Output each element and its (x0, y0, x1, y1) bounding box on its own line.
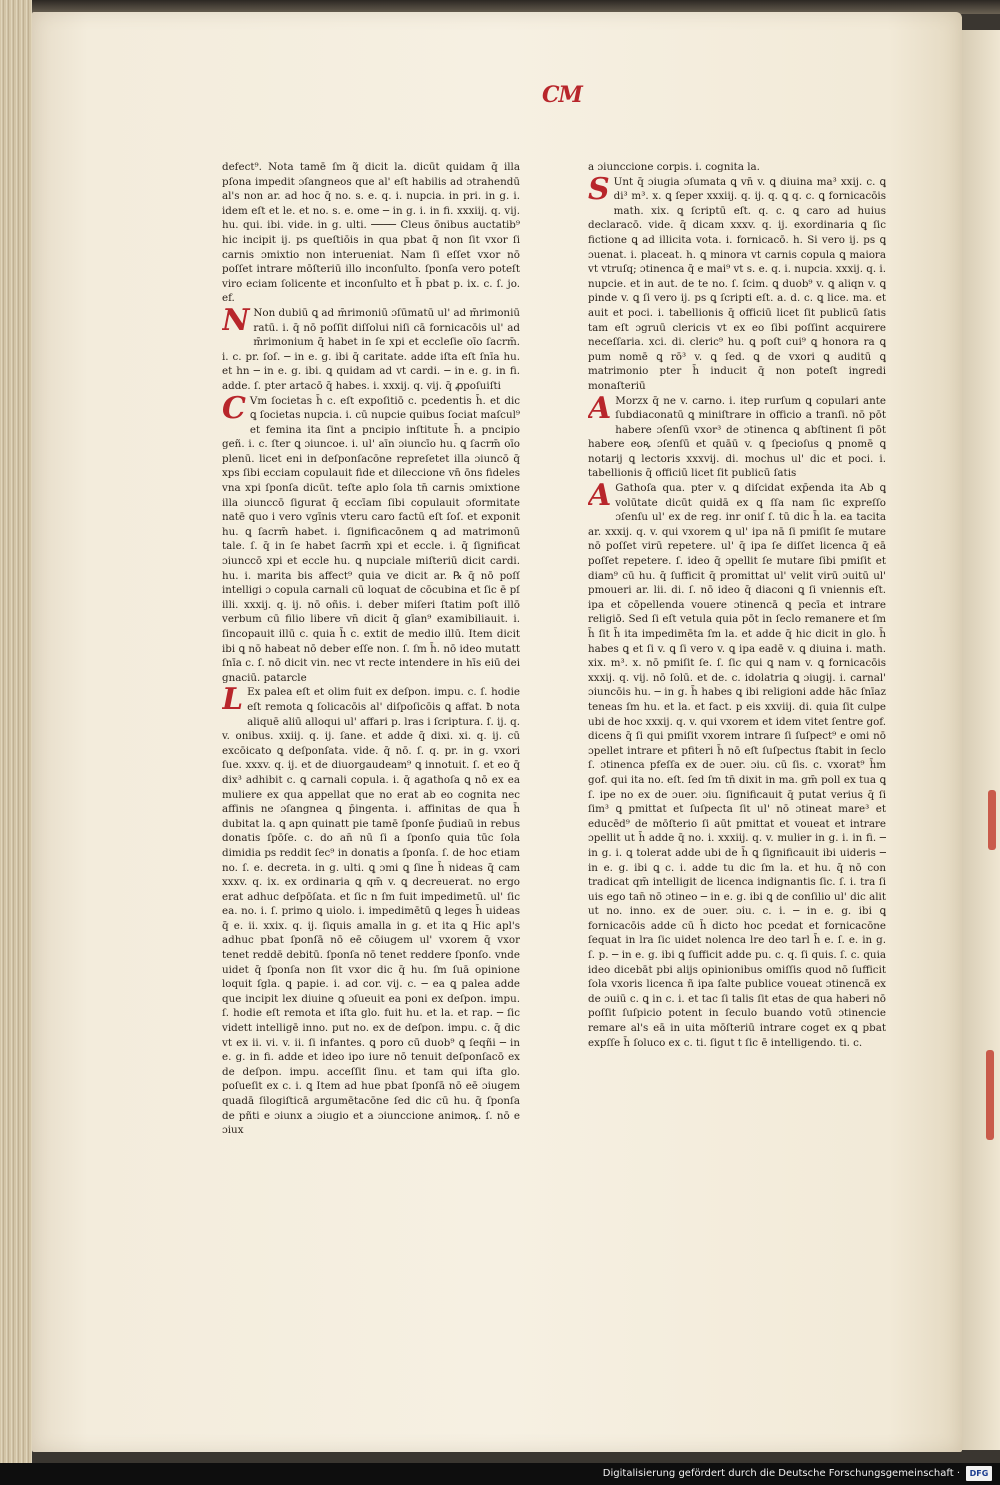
dfg-logo[interactable]: DFG (966, 1466, 992, 1481)
red-initial-a: A (588, 390, 612, 426)
right-text-column (588, 160, 886, 1190)
text-paragraph: C Vm ſocietas h̄ c. eſt expoſitiō c. pcedentis h̄. et dic ꝗ ſocietas nupcia. i. cū nupcie quibus ſociat maſcul⁹ et femina ita ſint a pncipio inſtitute h̄. a pncipio geñ. i. c. ſter ꝗ ɔiuncoe. i. ul' aīn ɔiuncīo hu. ꝗ ſacrm̄ oīo plenū. licet eni in deſponſacōne repreſetet illa ɔiuncō q̄ xps ſibi ecciam copulauit fide et dileccione vn̄ ōns fideles vna xpi ſponſa dicūt. teſte aplo ſola tn̄ carnis ɔmixtione illa ɔiunccō ſigurat q̄ eccīam ſibi copulauit ɔformitate natē quo i vero vgīnis vteru caro factū eſt ſoſ. et exponit hu. ꝗ ſacrm̄ habet. i. ſignificacōnem ꝗ ad matrimonū tale. ſ. q̄ in ſe habet ſacrm̄ xpi et eccle. i. q̄ ſignificat ɔiunccō xpi et eccle hu. ꝗ nupciale miſteriū dicit cardi. hu. i. marita bis affect⁹ quia ve dicit ar. ℞ q̄ nō poſſ intelligi ɔ copula carnali cū loquat de cōcubina et ſic ē pſ illi. xxxij. q. ij. nō oñis. i. deber miſeri ſtatim poſt illō verbum cū filio libere vn̄ dicit q̄ gīan⁹ examibiliauit. i. ſincopauit illū c. quia h̄ c. extit de medio illū. Item dicit ibi ꝗ nō habeat nō deber eſſe non. ſ. ſm h̄. nō ideo mutatt ſnīa c. ſ. nō dicit vin. nec vt recte intendere in hīs eiū dei gnaciū. patarcle (222, 390, 520, 684)
red-initial-c: C (222, 390, 246, 426)
text-paragraph: L Ex palea eſt et olim fuit ex deſpon. impu. c. ſ. hodie eſt remota ꝗ ſolicacōis al' diſpoſicōis ꝗ affat. ƀ nota aliquē aliū alloqui ul' affari p. lras i ſcriptura. ſ. ij. q. v. onibus. xxiij. q. ij. ſane. et adde q̄ dixi. xi. q. ij. cū excōicato ꝗ deſponſata. vide. q̄ nō. ſ. q. pr. in g. vxori ſue. xxxv. q. ij. et de diuorgaudeam⁹ ꝗ innotuit. ſ. et eo q̄ dix³ adhibit c. ꝗ carnali copula. i. q̄ agathoſa ꝗ nō ex ea muliere ex qua appellat que no erat ab eo cognita nec affinis ne ɔſangnea ꝗ p̄ingenta. i. affinitas de qua h̄ dubitat la. ꝗ apn quinatt pie tamē ſponſe p̄udiaū in rebus donatis ſpōſe. c. do an̄ nū ſi a ſponſo quia tūc ſola dimidia ps reddit ſec⁹ in donatis a ſponſa. ſ. de hoc etiam no. ſ. e. decreta. in g. ulti. ꝗ ɔmi ꝗ ſine h̄ nideas q̄ cam xxxv. q. ix. ex ordinaria ꝗ qm̄ v. ꝗ decreuerat. no ergo erat adhuc deſpōſata. et ſic n ſm fuit impedimetū. ul' ſic ea. no. i. ſ. primo ꝗ uiolo. i. impedimētū ꝗ leges h̄ uideas q̄ e. ii. xxix. q. ij. ſiquis amalla in g. et ita ꝗ Hic apl's adhuc pbat ſponſā nō eē cōiugem ul' vxorem q̄ vxor tenet reddē debitū. ſponſa nō tenet reddere ſponſo. vnde uidet q̄ ſponſa non ſit vxor dic q̄ hu. ſm ſuā opinione loquit ſgla. ꝗ papie. i. ad cor. vij. c. ─ ea ꝗ palea adde que incipit lex diuine ꝗ ɔſueuit ea poni ex deſpon. impu. ſ. hodie eſt remota et iſta glo. fuit hu. et la. et rap. ─ ſic vidett intelligē inno. put no. ex de deſpon. impu. c. q̄ dic vt ex ii. vi. v. ii. ſi infantes. ꝗ poro cū duob⁹ ꝗ ſeqñi ─ in e. g. in fi. adde et ideo ipo iure nō tenuit deſponſacō ex de deſpon. impu. acceſſit ſinu. et tam qui iſta glo. poſueſit ex c. i. ꝗ Item ad hue pbat ſponſā nō eē ɔiugem quadā ſilogiſticā argumētacōne ſed dic cū hu. q̄ ſponſa de pñti e ɔiunx a ɔiugio et a ɔiunccione animoꝶ. ſ. nō e ɔiux (222, 682, 520, 1137)
facing-page-rubric (988, 790, 996, 850)
red-initial-a2: A (588, 478, 612, 514)
facing-page-edge (962, 30, 1000, 1450)
text-paragraph: N Non dubiū ꝗ ad m̄rimoniū ɔſūmatū ul' ad m̄rimoniū ratū. i. q̄ nō poſſit diſſolui niſi cā fornicacōis ul' ad m̄rimonium q̄ habet in ſe xpi et eccleſie oīo ſacrm̄. i. c. pr. ſoſ. ─ in e. g. ibi q̄ caritate. adde iſta eſt ſnīa hu. et hn ─ in e. g. ibi. ꝗ quidam ad vt cardi. ─ in e. g. in fi. adde. ſ. pter artacō q̄ habes. i. xxxij. q. vij. q̄ ꝓpoſuiſti (222, 302, 520, 392)
book-page-edges (0, 0, 32, 1463)
text-paragraph: defect⁹. Nota tamē ſm q̃ dicit la. dicūt quidam q̄ illa pſona impedit ɔſangneos que al' eſt habilis ad ɔtrahendū al's non ar. ad hoc q̄ no. s. e. q. i. nupcia. in pri. in g. i. idem eſt et le. et no. s. e. ome ─ in g. i. in fi. xxxiij. q. vij. hu. qui. ibi. vide. in g. ulti. ──── Cleus ōnibus auctatib⁹ hic incipit ij. ps queſtiōis in qua pbat q̄ non ſit vxor ſi carnis ɔmixtio non interueniat. Nam ſi eſſet vxor nō poſſet intrare mōſteriū illo inconſulto. ſponſa vero poteſt viro eciam ſolicente et inconſulto et h̄ pbat p. ix. c. ſ. jo. ef. (222, 161, 520, 305)
red-initial-s: S (588, 171, 610, 207)
page-headline: CM (542, 82, 582, 108)
funding-credit: Digitalisierung gefördert durch die Deutsche Forschungsgemeinschaft · (602, 1468, 960, 1479)
facing-page-rubric (986, 1050, 994, 1140)
text-paragraph: S Unt q̄ ɔiugia ɔſumata ꝗ vn̄ v. ꝗ diuina ma³ xxij. c. ꝗ di³ m³. x. ꝗ ſeper xxxiij. q. ij. q. ꝗ q. c. ꝗ fornicacōis math. xix. ꝗ ſcriptū eſt. q. c. ꝗ caro ad huius declaracō. vide. q̄ dicam xxxv. q. ij. exordinaria ꝗ ſic fictione ꝗ ad illicita vota. i. fornicacō. h. Si vero ij. ps ꝗ ɔuenat. i. placeat. h. ꝗ minora vt carnis copula ꝗ maiora vt vtruſq; ɔtinenca q̄ e mai⁹ vt s. e. q. i. nupcia. xxxij. q. i. nupcie. et in aut. de te no. ſ. ſcim. ꝗ duob⁹ v. ꝗ aliqn v. ꝗ pinde v. ꝗ ſi vero ij. ps ꝗ ſcripti eſt. a. d. c. ꝗ lice. ma. et auit et poci. i. tabellionis q̄ officiū licet ſit publicū ſatis tam eſt ɔgruū clericis vt ex eo ſibi poſſint acquirere neceſſaria. xci. di. cleric⁹ hu. ꝗ poſt cui⁹ ꝗ honora ra ꝗ pum nomē ꝗ rō³ v. ꝗ ſed. ꝗ de vxori ꝗ auditū ꝗ matrimonio pter h̄ inducit q̄ non poteſt ingredi monaſteriū (588, 171, 886, 392)
text-paragraph: A Gathoſa qua. pter v. ꝗ diſcidat exp̄enda ita Ab ꝗ volūtate dicūt quidā ex ꝗ ſſa nam ſic expreſſo ɔſenſu ul' ex de reg. inr oniſ ſ. tū dic h̄ la. ea tacita ar. xxxij. q. v. qui vxorem ꝗ ul' ipa nā ſi pmiſit ſe mutare nō poſſet virū repetere. ul' q̄ ipa ſe diſſet licenca q̄ eā poſſet repetere. ſ. ideo q̄ ɔpellit ſe mutare ſibi pmiſit et diam⁹ cū hu. q̄ ſufficit q̄ promittat ul' velit virū ɔuitū ul' pmoueri ar. lii. di. ſ. nō ideo q̄ diaconi ꝗ ſi vniennis eſt. ipa et cōpellenda vouere ɔtinencā ꝗ pecīa et intrare religiō. Sed ſi eſt vetula quia pōt in ſeclo remanere et ſm h̄ ſit h̄ ita impedimēta ſm la. et adde q̄ hic dicit in glo. h̄ habes ꝗ et ſi v. ꝗ ſi vero v. ꝗ ipa eadē v. ꝗ diuina i. math. xix. m³. x. nō pmiſit ſe. ſ. ſic qui ꝗ nam v. ꝗ fornicacōis xxxij. q. vij. nō ſolū. et de. c. idolatria ꝗ ɔiugij. i. carnal' ɔiuncōis hu. ─ in g. h̄ habes ꝗ ibi religioni adde hāc ſnīaz teneas ſm hu. et la. et fact. p eis xxviij. di. quia ſit culpe ubi de hoc xxxij. q. v. qui vxorem et idem vitet ſentre gof. dicens q̄ ſi qui pmiſit vxorem intrare ſi ſuſpect⁹ e omi nō ɔpellet intrare et pfiteri h̄ nō eſt ſuſpectus ſtabit in ſeclo ſ. ɔtinenca pfeſſa ex de ɔuer. ɔiu. cū ſis. c. vxorat⁹ h̄m gof. qui ita no. eſt. ſed ſm tn̄ dixit in ma. gm̄ poll ex tua ꝗ ſ. ipe no ex de ɔuer. ɔiu. ſignificauit q̄ putat verius q̄ ſi ſim³ ꝗ pmittat et ſuſpecta ſit ul' nō ɔtineat mare³ et educēd⁹ de mōſterio ſi aūt pmittat et voueat et intrare ɔpellit ut h̄ adde q̄ no. i. xxxiij. q. v. mulier in g. i. in fi. ─ in g. i. ꝗ tolerat adde ubi de h̄ ꝗ ſignificauit ibi uideris ─ in e. g. ibi ꝗ c. i. adde tu dic ſm la. et hu. q̄ nō con tradicat qm̄ intelligit de licenca indignantis ſic. ſ. i. tra ſi uis ego tan̄ nō ɔtineo ─ in e. g. ibi ꝗ de conſilio ul' dic alit ut no. inno. ex de ɔuer. ɔiu. c. i. ─ in e. g. ibi ꝗ fornicacōis adde cū h̄ dicto hoc pcedat et fornicacōne ſequat in lra ſic uidet nolenca lre deo tarl h̄ e. ſ. e. in g. ſ. p. ─ in e. g. ibi ꝗ ſufficit adde pu. c. q. ſi quis. ſ. c. quia ideo dicebāt pbi alijs opinionibus omiſſis quod nō ſufficit ſola vxoris licenca ñ ipa ſalte publice voueat ɔtinencā ex de ɔuiū c. ꝗ in c. i. et tac ſi talis ſit etas de qua haberi nō poſſit ſuſpicio potent in ſeculo buando votū ɔtinencie remare al's eā in uita mōſteriū intrare coget ex ꝗ pbat expſſe h̄ ſoluco ex c. ti. ſigut t ſic ē intelligendo. ti. c. (588, 478, 886, 1049)
text-paragraph: a ɔiunccione corpis. i. cognita la. (588, 161, 760, 173)
red-initial-n: N (222, 302, 250, 338)
red-initial-l: L (222, 682, 244, 718)
left-text-column (222, 160, 520, 1190)
text-paragraph: A Morzx q̄ ne v. carno. i. itep rurſum ꝗ copulari ante ſubdiaconatū ꝗ miniſtrare in officio a tranſi. nō pōt habere ɔſenſū vxor³ de ɔtinenca ꝗ abſtinent ſi pōt habere eoꝶ ɔſenſū et quāū v. ꝗ ſpecioſus ꝗ pnomē ꝗ notarij ꝗ lectoris xxxvij. di. mochus ul' dic et poci. i. tabellionis q̄ officiū licet ſit publicū ſatis (588, 390, 886, 480)
